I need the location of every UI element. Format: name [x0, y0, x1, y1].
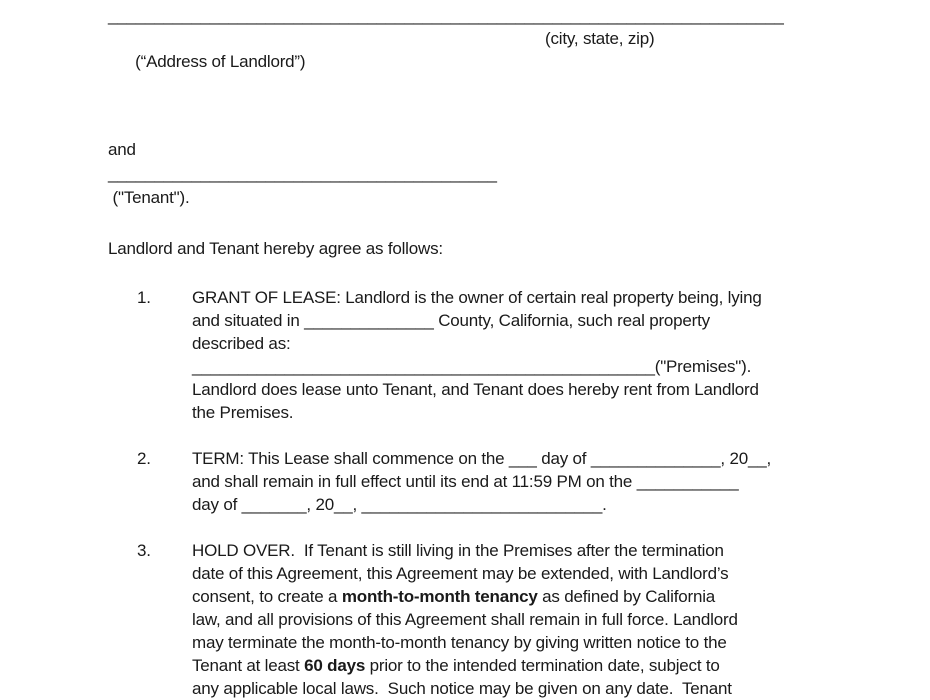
clause-1-line: and situated in ______________ County, California, such real property [192, 311, 710, 330]
clause-1-premises-blank-line: __________________________________________________("Premises"). [192, 357, 752, 376]
clause-2-body [192, 447, 822, 516]
clause-3-line: date of this Agreement, this Agreement may be extended, with Landlord’s [192, 564, 729, 583]
city-state-zip-label: (city, state, zip) [545, 29, 655, 48]
clause-3-text: consent, to create a [192, 587, 342, 606]
clause-3-line: law, and all provisions of this Agreement shall remain in full force. Landlord [192, 610, 738, 629]
clause-1-line: the Premises. [192, 403, 294, 422]
clause-2-line: and shall remain in full effect until its end at 11:59 PM on the ___________ [192, 472, 739, 491]
landlord-address-blank-line: _________________________________________________________________________ [108, 6, 784, 25]
clause-number-3: 3. [137, 541, 151, 560]
clause-3-body [192, 539, 822, 700]
landlord-address-block [108, 4, 822, 119]
clause-1-line: Landlord does lease unto Tenant, and Tenant does hereby rent from Landlord [192, 380, 759, 399]
clause-1-line: GRANT OF LEASE: Landlord is the owner of certain real property being, lying [192, 288, 762, 307]
clause-2-line: TERM: This Lease shall commence on the ___ day of ______________, 20__, [192, 449, 771, 468]
clause-number-1: 1. [137, 288, 151, 307]
clause-3-line: HOLD OVER. If Tenant is still living in the Premises after the termination [192, 541, 724, 560]
tenant-block [108, 138, 822, 209]
tenant-label: ("Tenant"). [108, 188, 190, 207]
clause-1-line: described as: [192, 334, 291, 353]
clause-3-line: may terminate the month-to-month tenancy by giving written notice to the [192, 633, 727, 652]
clause-3-text: as defined by California [537, 587, 716, 606]
tenant-blank-line: __________________________________________ [108, 164, 497, 183]
clause-3-line-cutoff: any applicable local laws. Such notice may be given on any date. Tenant [192, 679, 732, 698]
clause-1-body [192, 286, 822, 424]
clause-2-line: day of _______, 20__, __________________________. [192, 495, 607, 514]
clause-3-line [192, 654, 822, 677]
sixty-days-bold: 60 days [304, 656, 366, 675]
clause-term [108, 447, 822, 516]
clause-number-2: 2. [137, 449, 151, 468]
address-labels-line [108, 27, 822, 119]
clause-grant-of-lease [108, 286, 822, 424]
and-conjunction: and [108, 140, 136, 159]
clause-3-line [192, 585, 822, 608]
address-of-landlord-label: (“Address of Landlord”) [135, 52, 306, 71]
clause-3-text: prior to the intended termination date, subject to [365, 656, 720, 675]
agreement-intro: Landlord and Tenant hereby agree as follows: [108, 239, 443, 258]
clause-3-text: Tenant at least [192, 656, 305, 675]
clause-hold-over [108, 539, 822, 700]
month-to-month-tenancy-bold: month-to-month tenancy [341, 587, 538, 606]
